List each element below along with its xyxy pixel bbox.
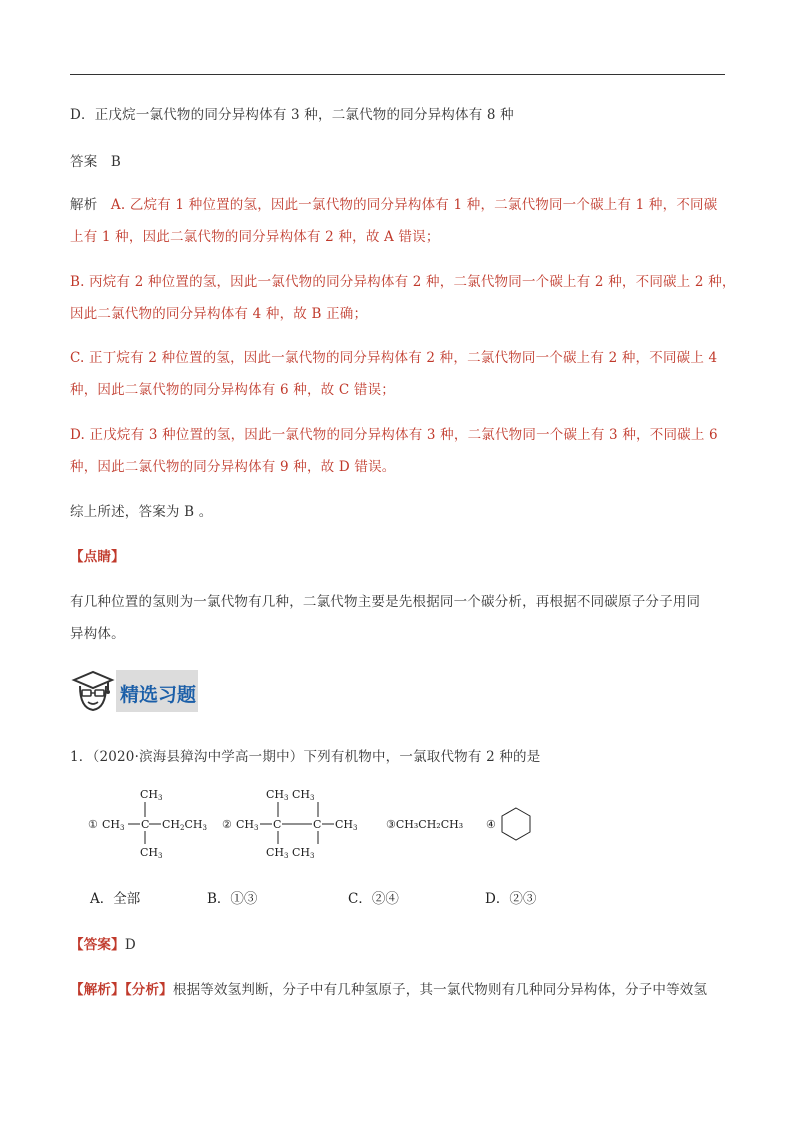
formula-2-bottom-group: CH3 CH3 [266, 846, 315, 860]
analysis-b-line1: B. 丙烷有 2 种位置的氢，因此一氯代物的同分异构体有 2 种，二氯代物同一个碳上有 2 种，不同碳上 2 种， [70, 274, 736, 290]
answer-section-value: D [124, 937, 136, 953]
option-a: A．全部 [90, 891, 141, 907]
svg-text:C: C [273, 818, 282, 831]
analysis-label: 解析 [70, 197, 98, 213]
dianjing-text2: 异构体。 [70, 626, 125, 642]
formula-4 [486, 808, 530, 840]
analysis-a-line1 [70, 193, 717, 213]
cyclohexane-ring-icon [502, 808, 530, 840]
formula-1-bottom-group: CH3 [140, 846, 163, 860]
analysis-c-line2: 种，因此二氯代物的同分异构体有 6 种，故 C 错误； [70, 382, 395, 398]
formula-1-right-group: CH2CH3 [162, 818, 207, 832]
question-text: 1．（2020·滨海县獐沟中学高一期中）下列有机物中，一氯取代物有 2 种的是 [70, 749, 541, 765]
formula-2-right-group: CH3 [335, 818, 358, 832]
analysis-section-label2: 【分析】 [124, 982, 173, 998]
analysis-section [70, 978, 707, 998]
summary-text: 综上所述，答案为 B 。 [70, 504, 213, 520]
analysis-b-line2: 因此二氯代物的同分异构体有 4 种，故 B 正确； [70, 306, 368, 322]
analysis-c-line1: C. 正丁烷有 2 种位置的氢，因此一氯代物的同分异构体有 2 种，二氯代物同一个碳上有 2 种，不同碳上 4 [70, 350, 718, 366]
dianjing-text1: 有几种位置的氢则为一氯代物有几种，二氯代物主要是先根据同一个碳分析，再根据不同碳原子分子用同 [70, 594, 701, 610]
analysis-section-label1: 【解析】 [70, 982, 125, 998]
section-heading [70, 666, 198, 714]
formula-4-number: ④ [486, 818, 496, 831]
formula-1-carbon: C [141, 818, 150, 831]
answer-line [70, 150, 121, 170]
analysis-section-text: 根据等效氢判断，分子中有几种氢原子，其一氯代物则有几种同分异构体，分子中等效氢 [172, 982, 708, 998]
formula-1-number: ① [88, 818, 98, 831]
formula-1-left-group: CH3 [102, 818, 125, 832]
formula-2 [222, 788, 357, 860]
student-mascot-icon [70, 668, 116, 716]
formula-2-number: ② [222, 818, 232, 831]
answer-value: B [110, 154, 122, 170]
option-c: C．②④ [348, 891, 399, 907]
answer-section-label: 【答案】 [70, 937, 125, 953]
answer-section [70, 933, 136, 953]
section-heading-title: 精选习题 [120, 684, 197, 706]
analysis-d-line2: 种，因此二氯代物的同分异构体有 9 种，故 D 错误。 [70, 459, 396, 475]
header-rule [70, 74, 725, 75]
structural-formulas [88, 786, 558, 866]
answer-label: 答案 [70, 154, 98, 170]
option-d: D．②③ [485, 891, 537, 907]
dianjing-label: 【点睛】 [70, 549, 125, 565]
option-d-text: D．正戊烷一氯代物的同分异构体有 3 种，二氯代物的同分异构体有 8 种 [70, 107, 514, 123]
svg-text:C: C [313, 818, 322, 831]
formula-3: ③CH₃CH₂CH₃ [386, 818, 464, 831]
analysis-d-line1: D. 正戊烷有 3 种位置的氢，因此一氯代物的同分异构体有 3 种，二氯代物同一个碳上有 3 种，不同碳上 6 [70, 427, 718, 443]
analysis-a-line2: 上有 1 种，因此二氯代物的同分异构体有 2 种，故 A 错误； [70, 229, 440, 245]
formula-2-left-group: CH3 [236, 818, 259, 832]
option-b: B．①③ [207, 891, 258, 907]
formula-1-top-group: CH3 [140, 788, 163, 802]
analysis-a-text1: A. 乙烷有 1 种位置的氢，因此一氯代物的同分异构体有 1 种，二氯代物同一个碳上有 1 种，不同碳 [110, 197, 718, 213]
formula-2-top-group: CH3 CH3 [266, 788, 315, 802]
formula-1 [88, 788, 207, 860]
